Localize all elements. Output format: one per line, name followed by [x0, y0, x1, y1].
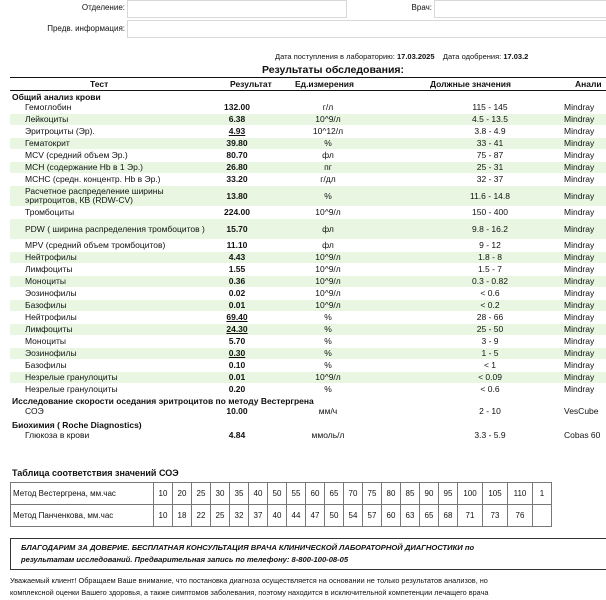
test-name: Эозинофилы [25, 348, 77, 358]
test-unit: 10^9/л [315, 114, 341, 124]
soe-cell [533, 505, 552, 527]
test-analyzer: Mindray [564, 384, 595, 394]
result-row [10, 406, 606, 417]
test-name: Эозинофилы [25, 288, 77, 298]
result-row [10, 336, 606, 347]
test-unit: пг [324, 162, 332, 172]
soe-cell: 22 [192, 505, 211, 527]
soe-cell: 10 [154, 483, 173, 505]
test-norm: < 0.09 [478, 372, 502, 382]
panchenkov-row [11, 505, 552, 527]
test-name: Незрелые гранулоциты [25, 372, 118, 382]
page-title: Результаты обследования: [261, 64, 405, 76]
test-result: 0.20 [228, 384, 246, 394]
test-name: Расчетное распределение ширины эритроцитов, КВ (RDW-CV) [25, 186, 164, 205]
test-result: 132.00 [224, 102, 250, 112]
test-name: СОЭ [25, 406, 44, 416]
test-result: 0.36 [228, 276, 246, 286]
test-norm: < 0.6 [480, 384, 500, 394]
test-name: Моноциты [25, 336, 66, 346]
test-unit: % [324, 384, 332, 394]
test-result: 13.80 [226, 190, 248, 201]
result-row [10, 372, 606, 383]
test-unit: 10^9/л [315, 276, 341, 286]
test-norm: 32 - 37 [476, 174, 504, 184]
soe-cell: 18 [173, 505, 192, 527]
result-row [10, 312, 606, 323]
soe-cell: 63 [401, 505, 420, 527]
soe-cell: 25 [192, 483, 211, 505]
panchenkov-label: Метод Панченкова, мм.час [11, 505, 154, 527]
test-result: 4.93 [228, 126, 246, 136]
test-result: 0.01 [228, 372, 246, 382]
result-row [10, 276, 606, 287]
test-result: 4.84 [228, 430, 246, 440]
test-analyzer: Mindray [564, 150, 595, 160]
test-result: 39.80 [226, 138, 248, 148]
soe-cell: 95 [439, 483, 458, 505]
test-result: 6.38 [228, 114, 246, 124]
approved-label: Дата одобрения: [442, 52, 502, 61]
soe-cell: 30 [211, 483, 230, 505]
test-unit: фл [322, 240, 334, 250]
test-unit: % [324, 324, 332, 334]
soe-cell: 32 [230, 505, 249, 527]
test-norm: 1.5 - 7 [477, 264, 503, 274]
test-result: 10.00 [226, 406, 248, 416]
test-analyzer: Mindray [564, 174, 595, 184]
test-unit: г/л [322, 102, 334, 112]
prelim-info-field[interactable] [127, 20, 606, 38]
test-result: 24.30 [226, 324, 248, 334]
test-norm: 115 - 145 [472, 102, 508, 112]
test-name: Лимфоциты [25, 324, 73, 334]
soe-cell: 10 [154, 505, 173, 527]
test-norm: < 0.2 [480, 300, 500, 310]
department-label: Отделение: [81, 3, 125, 12]
test-unit: 10^9/л [315, 300, 341, 310]
test-norm: 25 - 50 [476, 324, 504, 334]
test-result: 0.30 [228, 348, 246, 358]
header-top-rule [10, 77, 606, 78]
test-name: Незрелые гранулоциты [25, 384, 118, 394]
result-row [10, 324, 606, 335]
result-row [10, 430, 606, 441]
soe-cell: 44 [287, 505, 306, 527]
soe-cell: 76 [508, 505, 533, 527]
result-row [10, 126, 606, 137]
department-field[interactable] [127, 0, 347, 18]
test-unit: % [324, 138, 332, 148]
test-unit: % [324, 336, 332, 346]
test-analyzer: Mindray [564, 162, 595, 172]
test-norm: 150 - 400 [472, 207, 508, 217]
soe-cell: 57 [363, 505, 382, 527]
test-unit: % [324, 348, 332, 358]
test-unit: % [324, 312, 332, 322]
col-unit: Ед.измерения [295, 79, 354, 89]
test-analyzer: Mindray [564, 114, 595, 124]
test-analyzer: Cobas 60 [564, 430, 601, 440]
soe-table-title: Таблица соответствия значений СОЭ [12, 468, 179, 478]
footer-line-2: комплексной оценки Вашего здоровья, а также симптомов заболевания, поэтому находится в исключительной компетенции лечащего врача [10, 588, 489, 597]
test-name: Тромбоциты [25, 207, 75, 217]
received-label: Дата поступления в лабораторию: [275, 52, 395, 61]
test-analyzer: Mindray [564, 336, 595, 346]
test-name: Моноциты [25, 276, 66, 286]
soe-cell: 37 [249, 505, 268, 527]
test-analyzer: Mindray [564, 252, 595, 262]
test-name: Эритроциты (Эр). [25, 126, 95, 136]
test-norm: 1.8 - 8 [477, 252, 503, 262]
test-norm: 3.3 - 5.9 [474, 430, 506, 440]
test-result: 0.10 [228, 360, 246, 370]
test-unit: % [324, 360, 332, 370]
test-result: 33.20 [226, 174, 248, 184]
result-row [10, 240, 606, 251]
soe-cell: 55 [287, 483, 306, 505]
soe-cell: 105 [483, 483, 508, 505]
test-norm: 1 - 5 [481, 348, 499, 358]
test-name: Гемоглобин [25, 102, 72, 112]
soe-cell: 110 [508, 483, 533, 505]
soe-cell: 20 [173, 483, 192, 505]
test-name: MCH (содержание Hb в 1 Эр.) [25, 162, 144, 172]
result-row [10, 150, 606, 161]
result-row [10, 252, 606, 263]
test-norm: 11.6 - 14.8 [469, 190, 510, 201]
soe-cell: 1 [533, 483, 552, 505]
test-analyzer: Mindray [564, 300, 595, 310]
soe-cell: 65 [325, 483, 344, 505]
soe-cell: 40 [249, 483, 268, 505]
soe-cell: 70 [344, 483, 363, 505]
westergren-row [11, 483, 552, 505]
test-unit: 10^9/л [315, 288, 341, 298]
test-norm: 33 - 41 [476, 138, 504, 148]
soe-cell: 71 [458, 505, 483, 527]
soe-cell: 50 [325, 505, 344, 527]
soe-cell: 100 [458, 483, 483, 505]
soe-cell: 73 [483, 505, 508, 527]
test-name: Гематокрит [25, 138, 70, 148]
test-analyzer: Mindray [564, 138, 595, 148]
test-analyzer: Mindray [564, 348, 595, 358]
test-name: Базофилы [25, 360, 67, 370]
col-analyzer: Анали [575, 79, 602, 89]
approved-date: 17.03.2 [503, 52, 529, 61]
test-analyzer: Mindray [564, 360, 595, 370]
test-unit: 10^12/л [312, 126, 344, 136]
test-unit: фл [322, 223, 334, 234]
test-analyzer: Mindray [564, 102, 595, 112]
soe-cell: 90 [420, 483, 439, 505]
test-result: 1.55 [228, 264, 246, 274]
soe-cell: 35 [230, 483, 249, 505]
test-norm: 28 - 66 [476, 312, 504, 322]
test-norm: 3 - 9 [481, 336, 499, 346]
test-norm: 9 - 12 [479, 240, 501, 250]
result-row [10, 174, 606, 185]
test-result: 5.70 [228, 336, 246, 346]
result-row [10, 288, 606, 299]
test-result: 15.70 [226, 223, 248, 234]
test-analyzer: Mindray [564, 324, 595, 334]
test-analyzer: Mindray [564, 288, 595, 298]
soe-cell: 75 [363, 483, 382, 505]
test-name: Глюкоза в крови [25, 430, 90, 440]
test-norm: 4.5 - 13.5 [472, 114, 508, 124]
soe-table [10, 482, 552, 527]
test-unit: 10^9/л [315, 264, 341, 274]
test-result: 11.10 [226, 240, 248, 250]
test-name: MCHC (средн. концентр. Hb в Эр.) [25, 174, 161, 184]
section-biochemistry: Биохимия ( Roche Diagnostics) [12, 420, 142, 430]
result-row [10, 360, 606, 371]
test-name: PDW ( ширина распределения тромбоцитов ) [25, 223, 205, 234]
test-norm: 3.8 - 4.9 [474, 126, 506, 136]
soe-cell: 47 [306, 505, 325, 527]
test-unit: ммоль/л [311, 430, 345, 440]
test-name: MCV (средний объем Эр.) [25, 150, 128, 160]
dates-line [275, 52, 528, 61]
test-unit: 10^9/л [315, 252, 341, 262]
test-norm: 25 - 31 [476, 162, 504, 172]
test-analyzer: Mindray [564, 312, 595, 322]
test-unit: 10^9/л [315, 207, 341, 217]
test-unit: фл [322, 150, 334, 160]
test-unit: мм/ч [318, 406, 338, 416]
result-row [10, 162, 606, 173]
soe-cell: 50 [268, 483, 287, 505]
test-analyzer: Mindray [564, 223, 595, 234]
test-analyzer: Mindray [564, 207, 595, 217]
test-name: Лимфоциты [25, 264, 73, 274]
test-analyzer: Mindray [564, 372, 595, 382]
test-analyzer: VesCube [564, 406, 599, 416]
section-cbc: Общий анализ крови [12, 92, 101, 102]
prelim-info-label: Предв. информация: [47, 24, 125, 33]
result-row [10, 264, 606, 275]
doctor-field[interactable] [434, 0, 606, 18]
notice-line-2: результатам исследований. Предварительная запись по телефону: 8-800-100-08-05 [21, 555, 349, 564]
test-unit: 10^9/л [315, 372, 341, 382]
doctor-label: Врач: [411, 3, 432, 12]
test-norm: 0.3 - 0.82 [472, 276, 508, 286]
test-result: 26.80 [226, 162, 248, 172]
soe-cell: 25 [211, 505, 230, 527]
col-test: Тест [90, 79, 109, 89]
section-esr: Исследование скорости оседания эритроцитов по методу Вестергрена [12, 396, 314, 406]
soe-cell: 68 [439, 505, 458, 527]
test-norm: 9.8 - 16.2 [472, 223, 508, 234]
test-result: 80.70 [226, 150, 248, 160]
test-result: 4.43 [228, 252, 246, 262]
test-name: MPV (средний объем тромбоцитов) [25, 240, 166, 250]
header-bottom-rule [10, 90, 606, 91]
result-row [10, 300, 606, 311]
result-row [10, 219, 606, 239]
test-norm: < 0.6 [480, 288, 500, 298]
soe-cell: 60 [306, 483, 325, 505]
test-analyzer: Mindray [564, 190, 595, 201]
received-date: 17.03.2025 [396, 52, 435, 61]
result-row [10, 207, 606, 218]
test-result: 0.02 [228, 288, 246, 298]
test-analyzer: Mindray [564, 240, 595, 250]
soe-cell: 40 [268, 505, 287, 527]
test-unit: г/дл [320, 174, 336, 184]
soe-cell: 60 [382, 505, 401, 527]
test-name: Нейтрофилы [25, 312, 77, 322]
test-name: Лейкоциты [25, 114, 69, 124]
test-analyzer: Mindray [564, 126, 595, 136]
test-analyzer: Mindray [564, 264, 595, 274]
soe-cell: 85 [401, 483, 420, 505]
test-result: 0.01 [228, 300, 246, 310]
test-norm: 75 - 87 [476, 150, 504, 160]
result-row [10, 384, 606, 395]
soe-cell: 54 [344, 505, 363, 527]
col-result: Результат [230, 79, 272, 89]
result-row [10, 138, 606, 149]
notice-line-1: БЛАГОДАРИМ ЗА ДОВЕРИЕ. БЕСПЛАТНАЯ КОНСУЛЬТАЦИЯ ВРАЧА КЛИНИЧЕСКОЙ ЛАБОРАТОРНОЙ ДИАГНОСТИКИ по [21, 543, 475, 552]
test-norm: < 1 [483, 360, 497, 370]
test-norm: 2 - 10 [479, 406, 501, 416]
test-name: Нейтрофилы [25, 252, 77, 262]
result-row [10, 348, 606, 359]
test-name: Базофилы [25, 300, 67, 310]
test-result: 224.00 [224, 207, 250, 217]
soe-cell: 80 [382, 483, 401, 505]
col-norm: Должные значения [430, 79, 511, 89]
consultation-notice [10, 538, 606, 570]
test-unit: % [324, 190, 332, 201]
result-row [10, 186, 606, 206]
test-result: 69.40 [226, 312, 248, 322]
test-analyzer: Mindray [564, 276, 595, 286]
westergren-label: Метод Вестергрена, мм.час [11, 483, 154, 505]
footer-line-1: Уважаемый клиент! Обращаем Ваше внимание, что постановка диагноза осуществляется на основании не только результатов анализов, но [10, 576, 488, 585]
result-row [10, 114, 606, 125]
soe-cell: 65 [420, 505, 439, 527]
result-row [10, 102, 606, 113]
